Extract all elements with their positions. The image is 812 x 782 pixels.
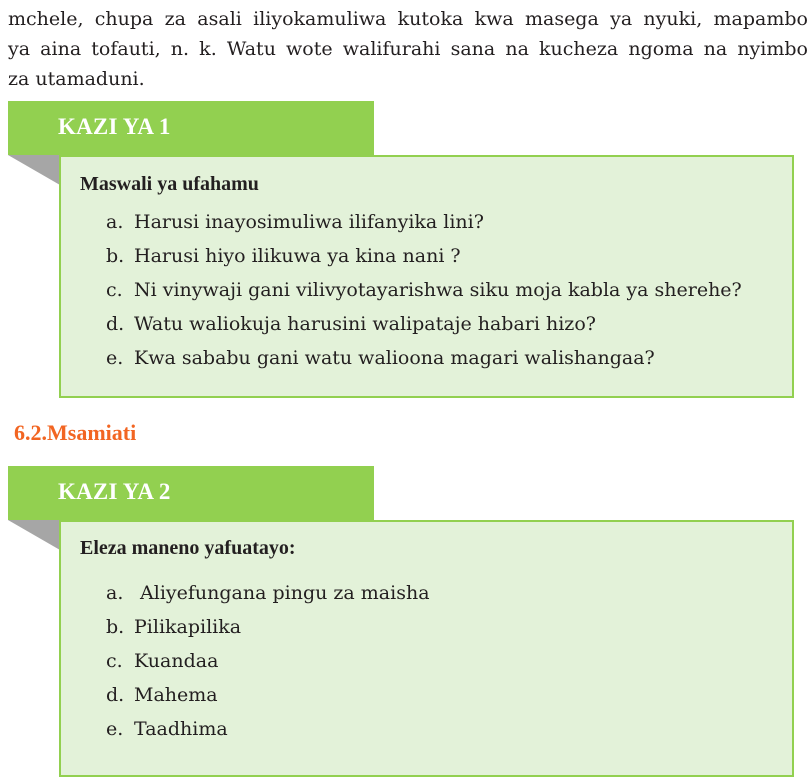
list-item: e. Kwa sababu gani watu walioona magari walishangaa?	[106, 347, 655, 369]
activity-2-heading: Eleza maneno yafuatayo:	[80, 537, 296, 559]
intro-line: mchele, chupa za asali iliyokamuliwa kutoka kwa masega ya nyuki, mapambo	[8, 8, 808, 30]
list-item: d. Mahema	[106, 684, 218, 706]
question-list	[106, 211, 742, 381]
list-item: b. Pilikapilika	[106, 616, 242, 638]
section-heading: 6.2.Msamiati	[14, 420, 137, 445]
activity-1-banner	[8, 101, 374, 155]
activity-2-banner	[8, 466, 374, 520]
list-item: a. Aliyefungana pingu za maisha	[106, 582, 430, 604]
activity-2-title: KAZI YA 2	[58, 479, 171, 504]
activity-2-box	[59, 520, 794, 777]
banner-fold-corner-icon	[8, 520, 60, 550]
list-item: d. Watu waliokuja harusini walipataje habari hizo?	[106, 313, 596, 335]
list-item: c. Ni vinywaji gani vilivyotayarishwa siku moja kabla ya sherehe?	[106, 279, 742, 301]
list-item: e. Taadhima	[106, 718, 228, 740]
intro-line: za utamaduni.	[8, 68, 145, 90]
activity-1-heading: Maswali ya ufahamu	[80, 173, 259, 195]
activity-1-box	[59, 155, 794, 398]
banner-fold-corner-icon	[8, 155, 60, 185]
list-item: c. Kuandaa	[106, 650, 219, 672]
intro-line: ya aina tofauti, n. k. Watu wote walifurahi sana na kucheza ngoma na nyimbo	[8, 38, 808, 60]
intro-paragraph	[8, 4, 808, 94]
list-item: b. Harusi hiyo ilikuwa ya kina nani ?	[106, 245, 461, 267]
vocabulary-list	[106, 582, 430, 752]
activity-1-title: KAZI YA 1	[58, 114, 171, 139]
list-item: a. Harusi inayosimuliwa ilifanyika lini?	[106, 211, 484, 233]
